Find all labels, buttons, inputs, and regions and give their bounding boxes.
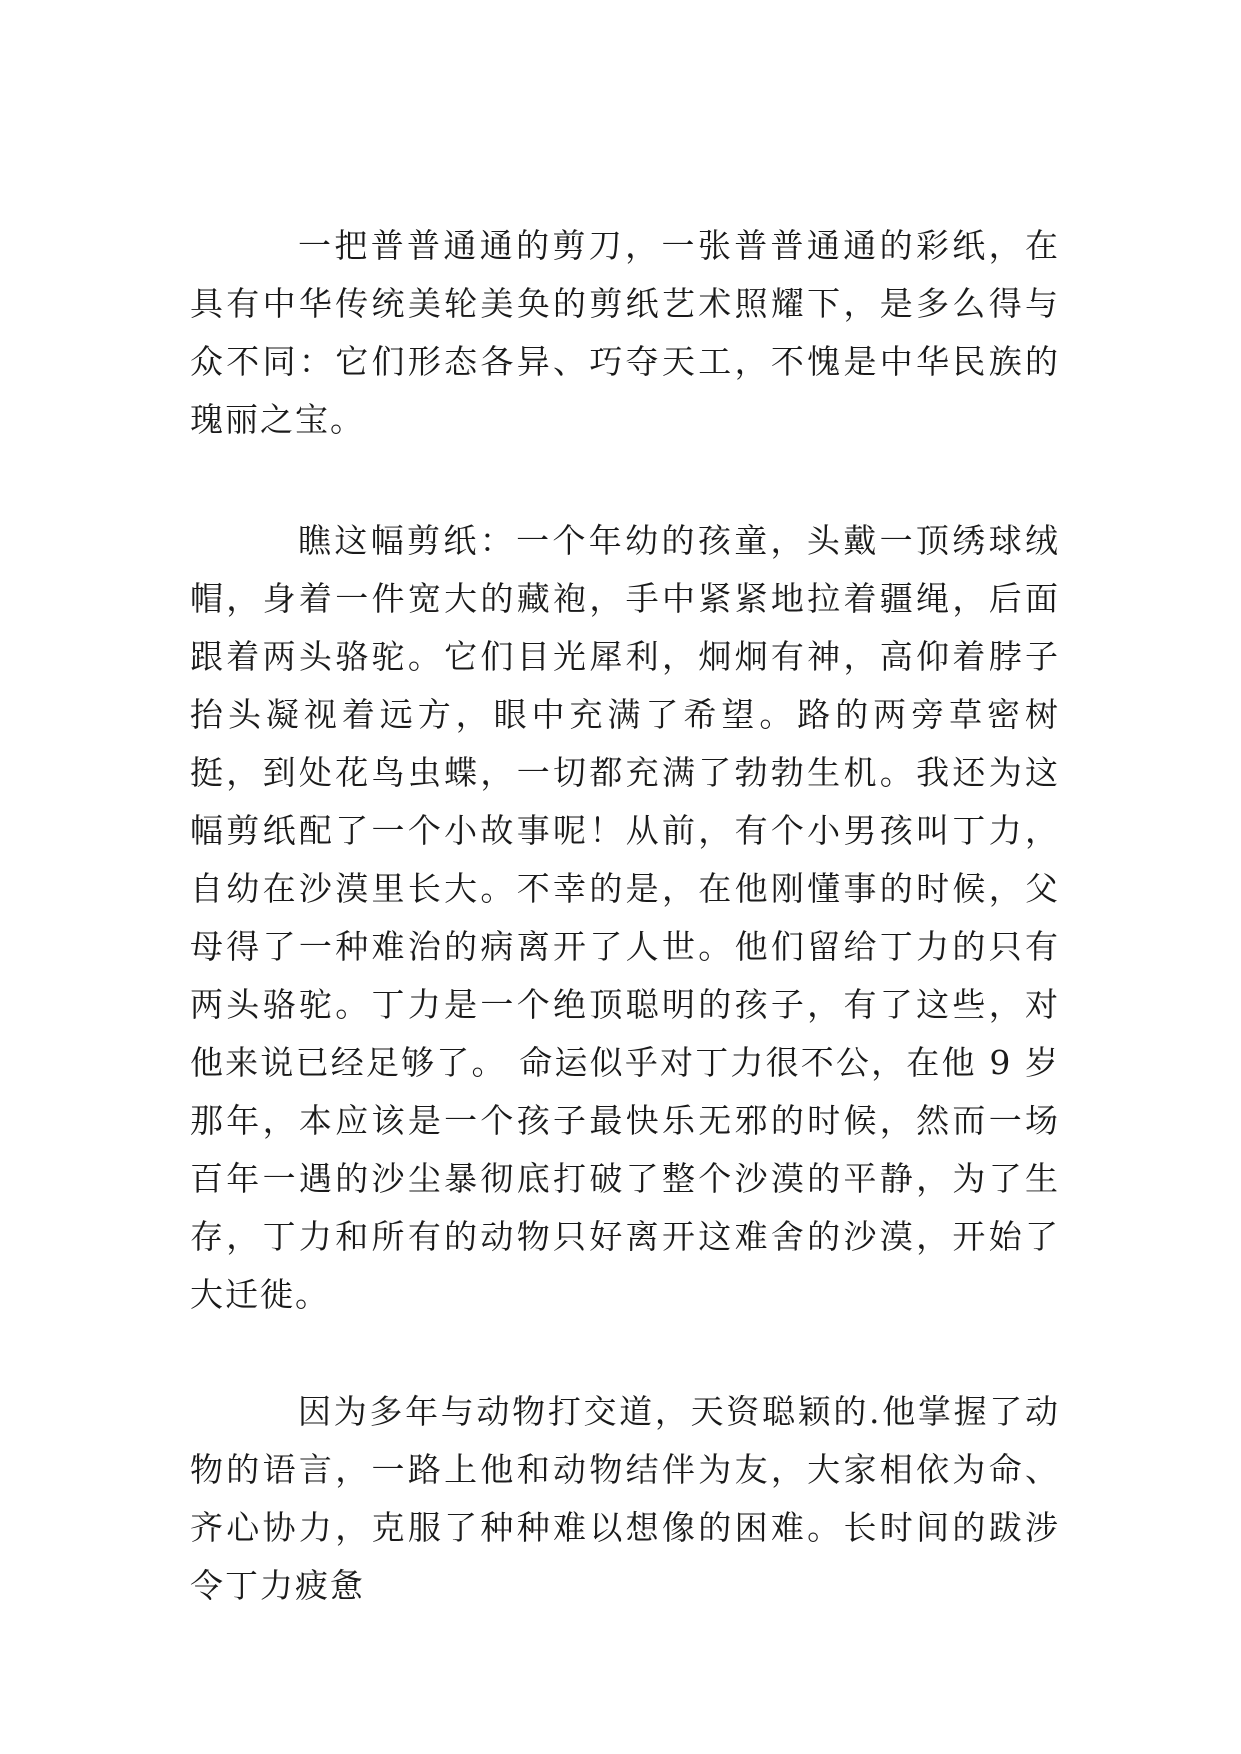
paragraph-intro: 一把普普通通的剪刀，一张普普通通的彩纸，在具有中华传统美轮美奂的剪纸艺术照耀下，是多么得与众不同：它们形态各异、巧夺天工，不愧是中华民族的瑰丽之宝。	[190, 226, 1060, 439]
paragraph-story: 瞧这幅剪纸：一个年幼的孩童，头戴一顶绣球绒帽，身着一件宽大的藏袍，手中紧紧地拉着疆绳，后面跟着两头骆驼。它们目光犀利，炯炯有神，高仰着脖子抬头凝视着远方，眼中充满了希望。路的两旁草密树挺，到处花鸟虫蝶，一切都充满了勃勃生机。我还为这幅剪纸配了一个小故事呢！从前，有个小男孩叫丁力，自幼在沙漠里长大。不幸的是，在他刚懂事的时候，父母得了一种难治的病离开了人世。他们留给丁力的只有两头骆驼。丁力是一个绝顶聪明的孩子，有了这些，对他来说已经足够了。 命运似乎对丁力很不公，在他 9 岁那年，本应该是一个孩子最快乐无邪的时候，然而一场百年一遇的沙尘暴彻底打破了整个沙漠的平静，为了生存，丁力和所有的动物只好离开这难舍的沙漠，开始了大迁徙。	[190, 521, 1060, 1314]
paragraph-continuation: 因为多年与动物打交道，天资聪颖的.他掌握了动物的语言，一路上他和动物结伴为友，大家相依为命、齐心协力，克服了种种难以想像的困难。长时间的跋涉令丁力疲惫	[190, 1392, 1060, 1605]
